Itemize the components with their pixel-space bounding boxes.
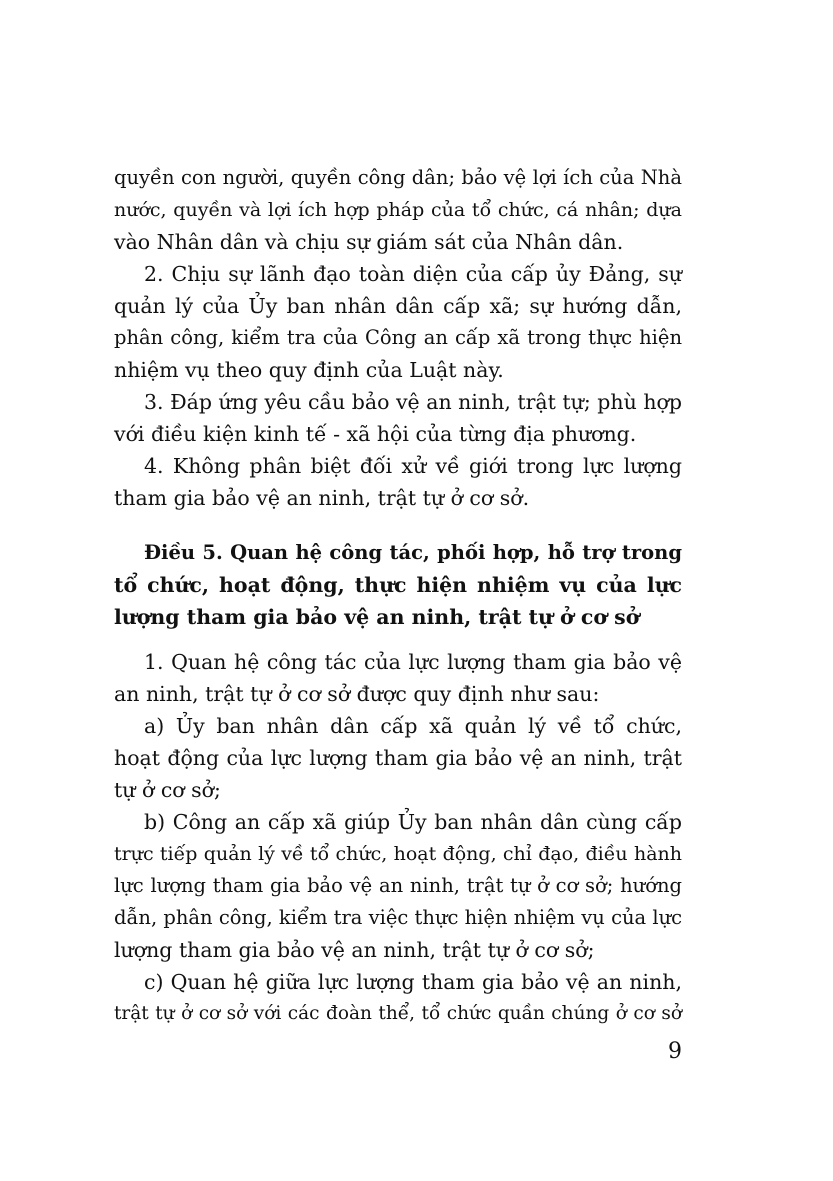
text-line: a) Ủy ban nhân dân cấp xã quản lý về tổ chức, bbox=[144, 714, 682, 738]
text-line: nhiệm vụ theo quy định của Luật này. bbox=[114, 358, 504, 382]
text-line: trực tiếp quản lý về tổ chức, hoạt động, chỉ đạo, điều hành bbox=[114, 843, 682, 865]
text-line: 3. Đáp ứng yêu cầu bảo vệ an ninh, trật tự; phù hợp bbox=[144, 390, 682, 414]
paragraph-item-2 bbox=[114, 258, 682, 386]
text-line: dẫn, phân công, kiểm tra việc thực hiện nhiệm vụ của lực bbox=[114, 906, 683, 929]
text-line: lượng tham gia bảo vệ an ninh, trật tự ở cơ sở; bbox=[114, 938, 595, 962]
text-line: nước, quyền và lợi ích hợp pháp của tổ chức, cá nhân; dựa bbox=[114, 199, 682, 221]
text-line: c) Quan hệ giữa lực lượng tham gia bảo vệ an ninh, bbox=[144, 970, 682, 994]
text-line: 1. Quan hệ công tác của lực lượng tham gia bảo vệ bbox=[144, 650, 682, 674]
paragraph-item-a bbox=[114, 710, 682, 806]
text-line: tự ở cơ sở; bbox=[114, 778, 221, 802]
spacer bbox=[114, 514, 682, 537]
paragraph-item-b bbox=[114, 806, 682, 966]
text-line: tham gia bảo vệ an ninh, trật tự ở cơ sở. bbox=[114, 486, 530, 510]
heading-line: Điều 5. Quan hệ công tác, phối hợp, hỗ trợ trong bbox=[144, 541, 682, 564]
text-line: quản lý của Ủy ban nhân dân cấp xã; sự hướng dẫn, bbox=[114, 294, 682, 318]
text-line: b) Công an cấp xã giúp Ủy ban nhân dân cùng cấp bbox=[144, 810, 682, 834]
article-heading bbox=[114, 537, 682, 633]
paragraph-continuation bbox=[114, 162, 682, 258]
text-line: với điều kiện kinh tế - xã hội của từng địa phương. bbox=[114, 422, 637, 446]
text-line: lực lượng tham gia bảo vệ an ninh, trật tự ở cơ sở; hướng bbox=[114, 874, 682, 897]
heading-line: tổ chức, hoạt động, thực hiện nhiệm vụ của lực bbox=[114, 573, 682, 597]
paragraph-item-4 bbox=[114, 450, 682, 514]
spacer bbox=[114, 633, 682, 646]
text-line: phân công, kiểm tra của Công an cấp xã trong thực hiện bbox=[114, 326, 682, 349]
text-line: 4. Không phân biệt đối xử về giới trong lực lượng bbox=[144, 454, 682, 478]
paragraph-item-1 bbox=[114, 646, 682, 710]
page-number: 9 bbox=[668, 1039, 682, 1064]
text-line: hoạt động của lực lượng tham gia bảo vệ an ninh, trật bbox=[114, 746, 682, 770]
paragraph-item-c bbox=[114, 966, 682, 1030]
paragraph-item-3 bbox=[114, 386, 682, 450]
text-line: quyền con người, quyền công dân; bảo vệ lợi ích của Nhà bbox=[114, 166, 682, 189]
page-body bbox=[114, 162, 682, 1030]
text-line: 2. Chịu sự lãnh đạo toàn diện của cấp ủy Đảng, sự bbox=[144, 262, 682, 286]
text-line: vào Nhân dân và chịu sự giám sát của Nhân dân. bbox=[114, 230, 624, 254]
text-line: an ninh, trật tự ở cơ sở được quy định như sau: bbox=[114, 682, 600, 706]
text-line: trật tự ở cơ sở với các đoàn thể, tổ chức quần chúng ở cơ sở bbox=[114, 1003, 682, 1024]
heading-line: lượng tham gia bảo vệ an ninh, trật tự ở cơ sở bbox=[114, 605, 640, 629]
